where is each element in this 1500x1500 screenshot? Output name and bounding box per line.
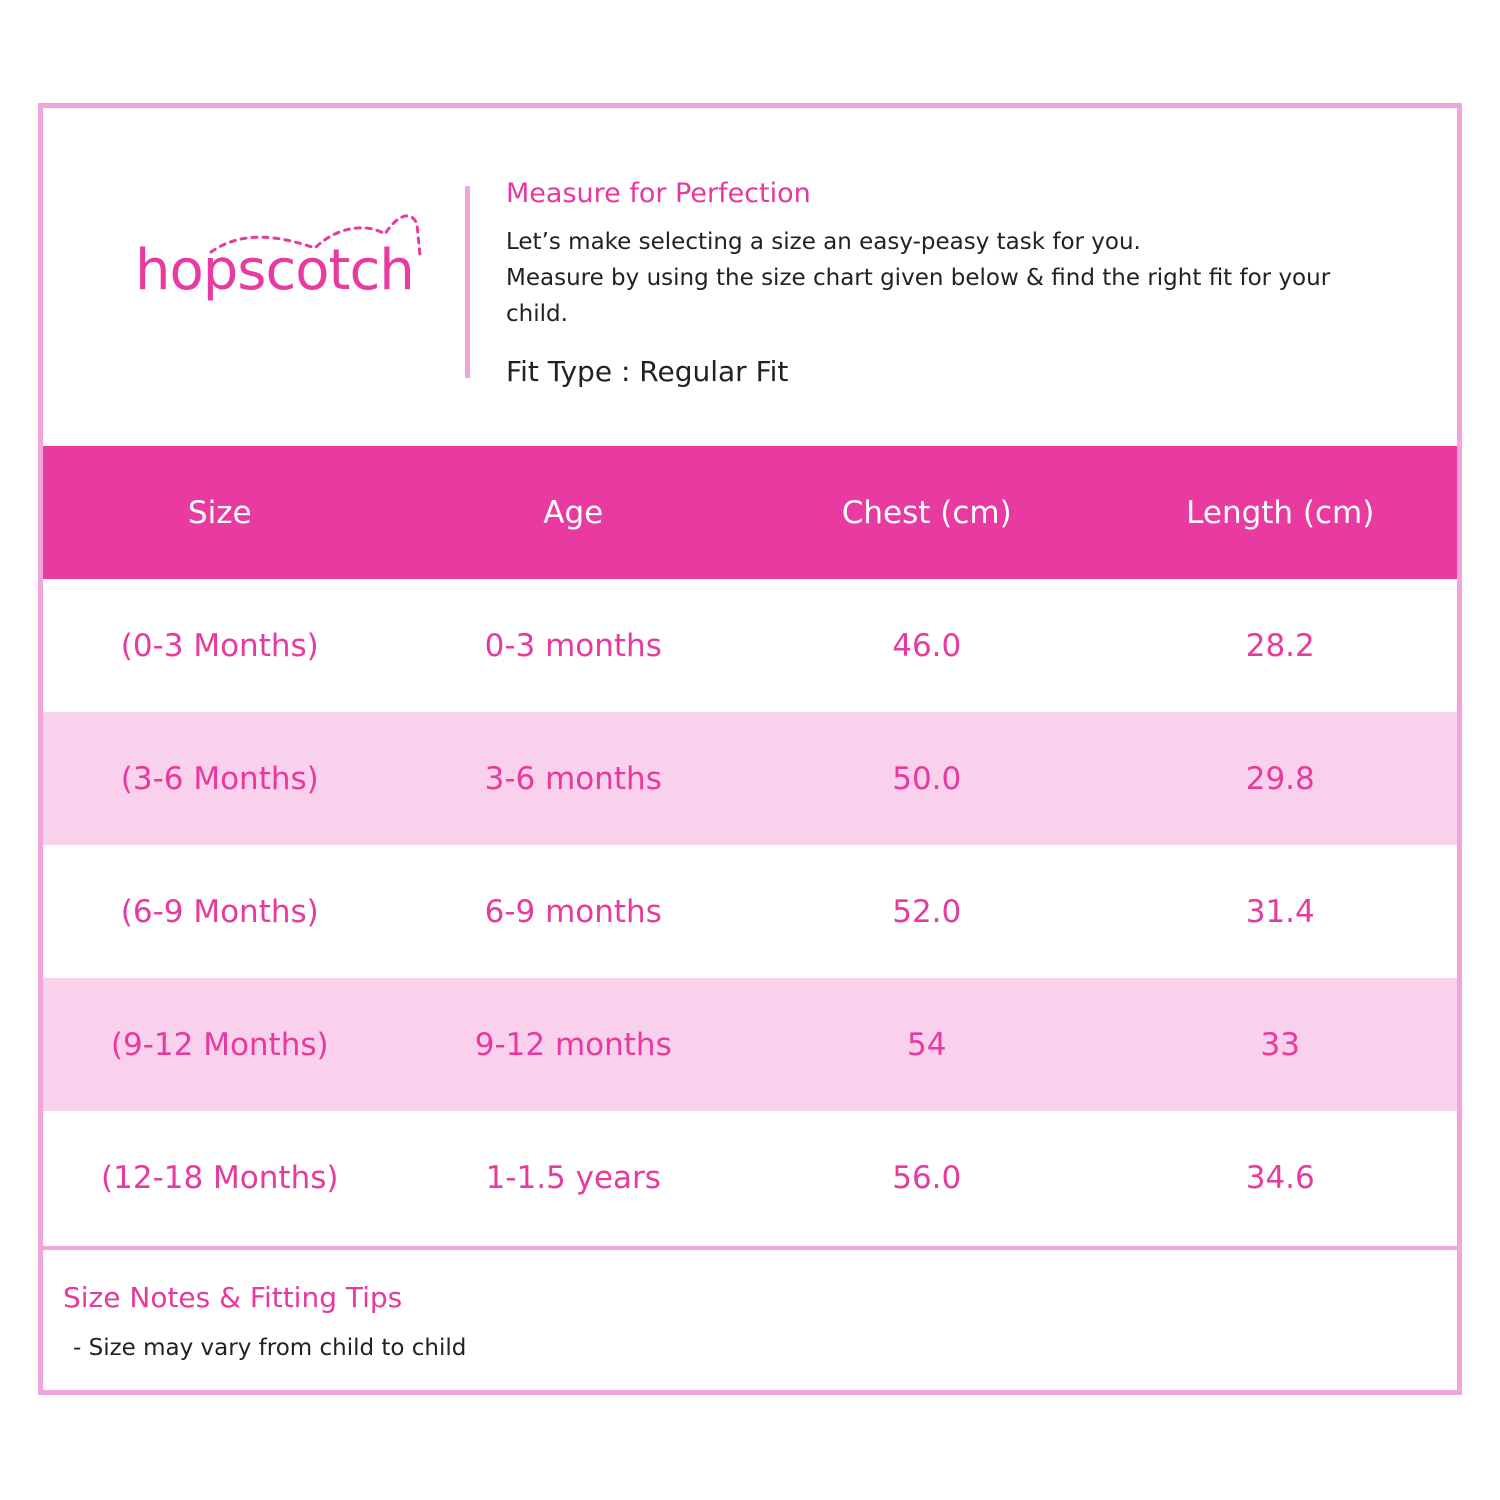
cell-size: (12-18 Months) (101, 1159, 339, 1196)
cell-chest: 50.0 (750, 712, 1104, 845)
cell-age: 0-3 months (484, 627, 662, 664)
cell-size: (3-6 Months) (43, 712, 397, 845)
cell-age: 3-6 months (397, 712, 751, 845)
intro-line: child. (506, 301, 568, 327)
brand-logo (135, 208, 425, 338)
cell-age: 9-12 months (397, 978, 751, 1111)
intro-line: Let’s make selecting a size an easy-peasy task for you. (506, 229, 1141, 255)
cell-length: 33 (1104, 978, 1458, 1111)
intro-block (506, 174, 1406, 392)
size-chart-frame (38, 103, 1462, 1395)
header-length: Length (cm) (1104, 446, 1458, 579)
cell-length: 29.8 (1104, 712, 1458, 845)
notes-title: Size Notes & Fitting Tips (63, 1281, 403, 1314)
cell-size: (0-3 Months) (120, 627, 319, 664)
header-chest: Chest (cm) (750, 446, 1104, 579)
cell-size: (6-9 Months) (120, 893, 319, 930)
list-item: - Size may vary from child to child (73, 1335, 467, 1361)
intro-line: Measure by using the size chart given below & find the right fit for your (506, 265, 1331, 291)
cell-chest: 56.0 (892, 1159, 962, 1196)
cell-length: 31.4 (1245, 893, 1315, 930)
table-row (43, 712, 1457, 845)
header-divider (465, 186, 470, 378)
table-row (43, 978, 1457, 1111)
fit-type: Fit Type : Regular Fit (506, 355, 789, 388)
intro-title: Measure for Perfection (506, 178, 811, 209)
table-header-row (43, 446, 1457, 579)
intro-body (506, 224, 1406, 332)
cell-length: 34.6 (1245, 1159, 1315, 1196)
table-row (43, 1111, 1457, 1244)
header-age: Age (397, 446, 751, 579)
table-row (43, 579, 1457, 712)
cell-size: (9-12 Months) (43, 978, 397, 1111)
cell-chest: 54 (750, 978, 1104, 1111)
cell-age: 6-9 months (484, 893, 662, 930)
cell-age: 1-1.5 years (485, 1159, 661, 1196)
cell-chest: 46.0 (892, 627, 962, 664)
size-table (43, 446, 1457, 1244)
notes-list (73, 1330, 466, 1366)
table-row (43, 845, 1457, 978)
notes-divider (43, 1246, 1457, 1250)
cell-chest: 52.0 (892, 893, 962, 930)
brand-logo-text: hopscotch (135, 238, 414, 303)
cell-length: 28.2 (1245, 627, 1315, 664)
header-size: Size (43, 446, 397, 579)
